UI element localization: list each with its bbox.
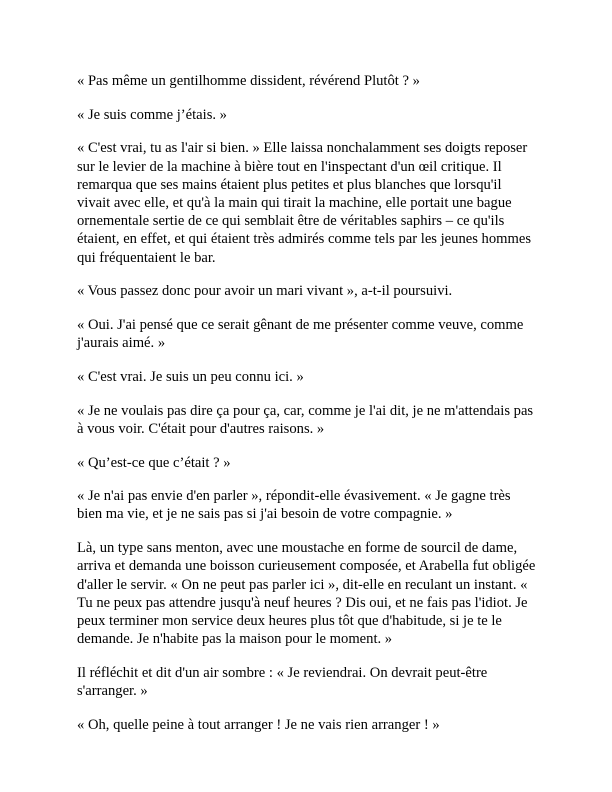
paragraph-2: « Je suis comme j’étais. » (77, 106, 227, 123)
paragraph-8: « Qu’est-ce que c’était ? » (77, 454, 231, 471)
paragraph-11: Il réfléchit et dit d'un air sombre : « Je reviendrai. On devrait peut-être s'arranger. » (77, 664, 488, 700)
paragraph-7: « Je ne voulais pas dire ça pour ça, car, comme je l'ai dit, je ne m'attendais pas à vous voir. C'était pour d'autres raisons. » (77, 402, 534, 437)
paragraph-10: Là, un type sans menton, avec une moustache en forme de sourcil de dame, arriva et demanda une boisson curieusement composée, et Arabella fut obligée d'aller le servir. « On ne peut pas parler ici », dit-elle en reculant un instant. « Tu ne peux pas attendre jusqu'à neuf heures ? Dis oui, et ne fais pas l'idiot. Je peux terminer mon service deux heures plus tôt que d'habitude, si je te le demande. Je n'habite pas la maison pour le moment. » (77, 540, 536, 648)
paragraph-1: « Pas même un gentilhomme dissident, révérend Plutôt ? » (77, 73, 420, 89)
document-page (77, 72, 538, 749)
paragraph-9: « Je n'ai pas envie d'en parler », répondit-elle évasivement. « Je gagne très bien ma vie, et je ne sais pas si j'ai besoin de votre compagnie. » (77, 488, 511, 523)
paragraph-3: « C'est vrai, tu as l'air si bien. » Elle laissa nonchalamment ses doigts reposer sur le levier de la machine à bière tout en l'inspectant d'un œil critique. Il remarqua que ses mains étaient plus petites et plus blanches que lorsqu'il vivait avec elle, et qu'à la main qui tirait la machine, elle portait une bague ornementale sertie de ce qui semblait être de véritables saphirs – ce qu'ils étaient, en effet, et qui étaient très admirés comme tels par les jeunes hommes qui fréquentaient le bar. (77, 140, 532, 266)
paragraph-4: « Vous passez donc pour avoir un mari vivant », a-t-il poursuivi. (77, 283, 453, 300)
paragraph-5: « Oui. J'ai pensé que ce serait gênant de me présenter comme veuve, comme j'aurais aimé. » (77, 317, 524, 352)
paragraph-6: « C'est vrai. Je suis un peu connu ici. » (77, 368, 304, 385)
paragraph-12: « Oh, quelle peine à tout arranger ! Je ne vais rien arranger ! » (77, 716, 440, 733)
